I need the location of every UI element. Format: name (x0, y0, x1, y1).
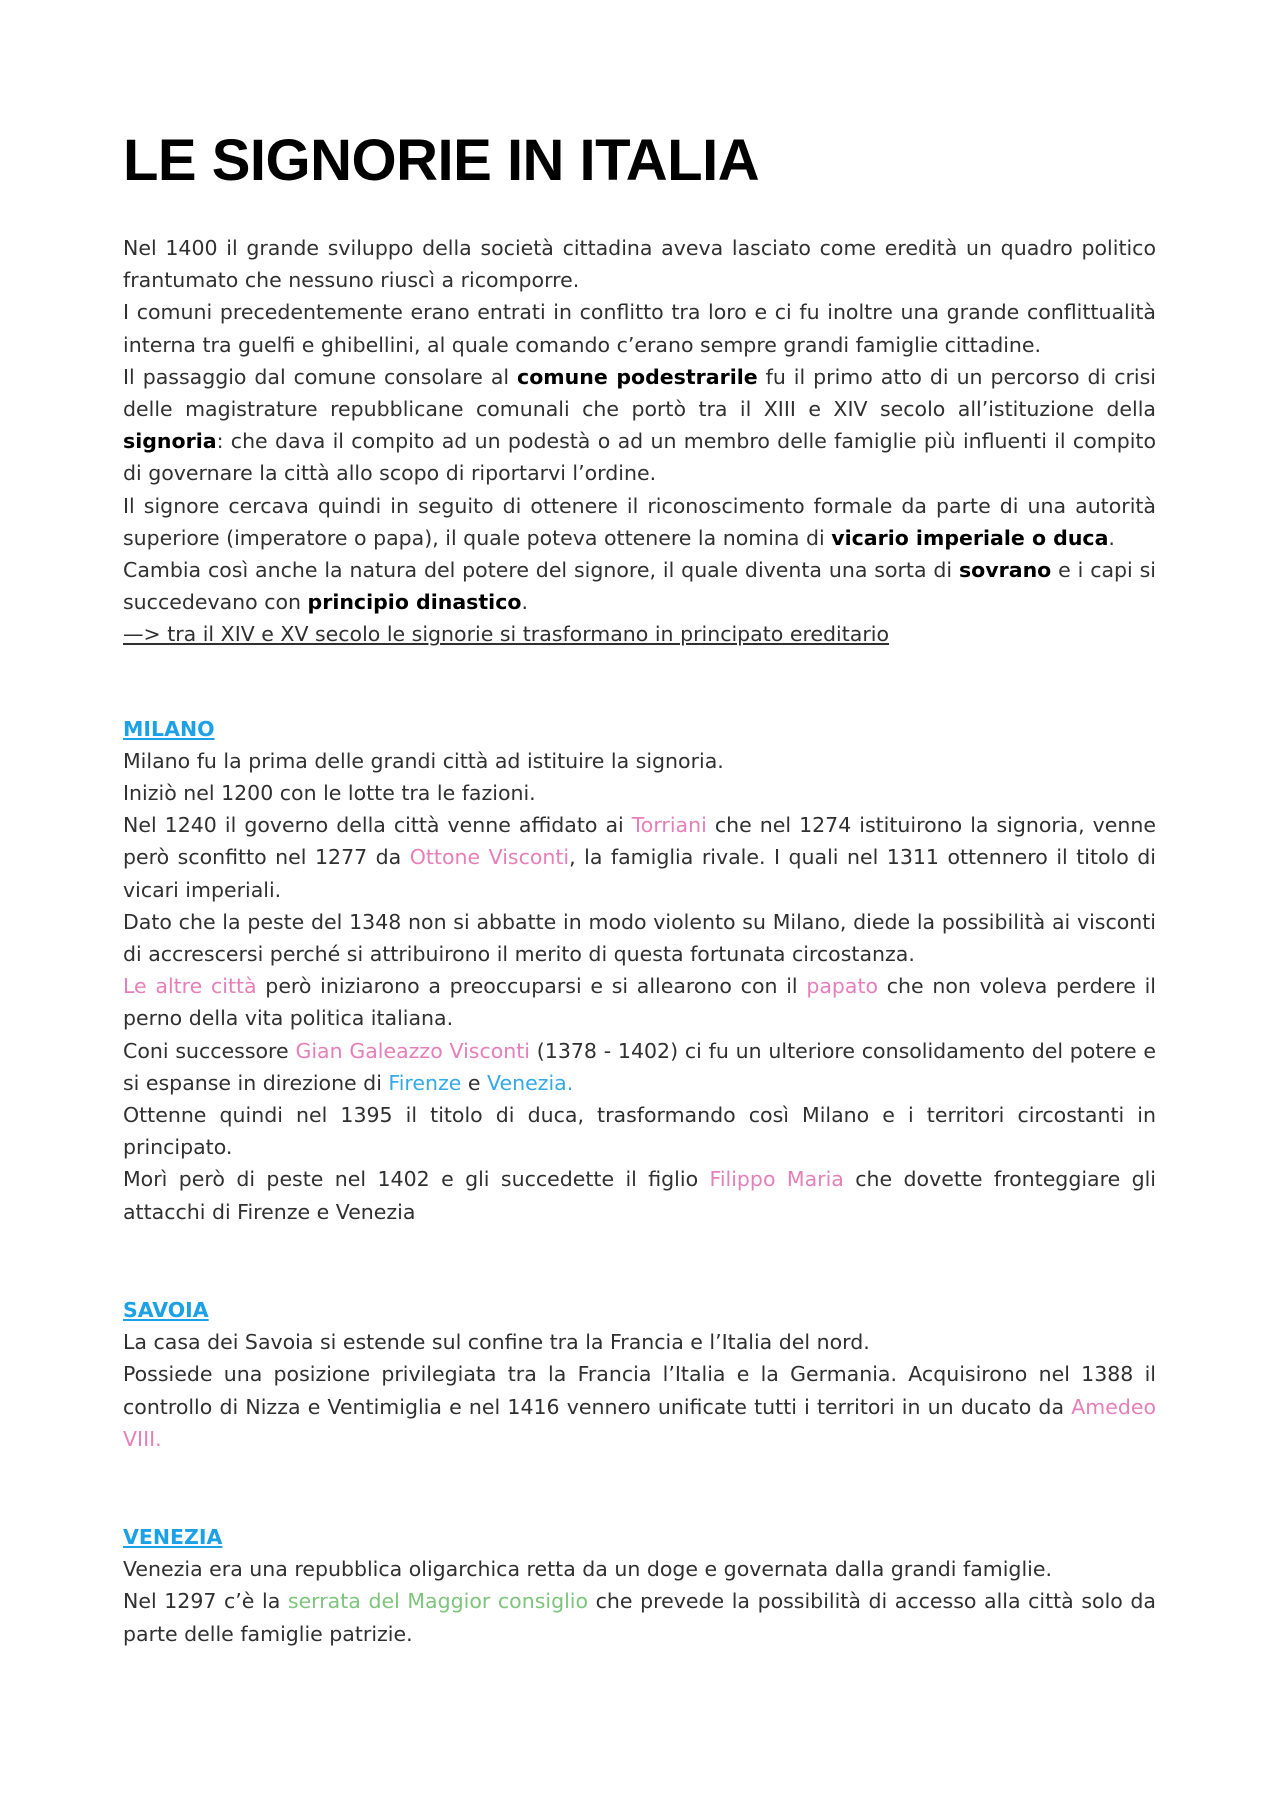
section-title: VENEZIA (123, 1524, 223, 1549)
section-line (123, 1035, 1156, 1099)
intro-text: Il passaggio dal comune consolare al (123, 364, 518, 389)
page-title: LE SIGNORIE IN ITALIA (123, 128, 760, 193)
intro-paragraph (123, 232, 1156, 296)
conclusion-text: —> tra il XIV e XV secolo le signorie si trasformano in principato ereditario (123, 622, 890, 647)
highlight-person: Amedeo VIII. (123, 1394, 1156, 1451)
section-title: MILANO (123, 716, 215, 741)
section-title: SAVOIA (123, 1297, 209, 1322)
section-line (123, 1585, 1156, 1649)
section-line (123, 1358, 1156, 1455)
intro-text: Cambia così anche la natura del potere del signore, il quale diventa una sorta di (123, 558, 959, 583)
section-line (123, 745, 1156, 777)
intro-section (123, 232, 1156, 651)
section-text: Coni successore (123, 1038, 296, 1063)
section-text: (1378 - 1402) ci fu un ulteriore consolidamento del potere e si espanse in direzione di (123, 1038, 1156, 1095)
section-text: Venezia era una repubblica oligarchica retta da un doge e governata dalla grandi famiglie. (123, 1557, 1052, 1582)
section-savoia (123, 1294, 1156, 1455)
section-line (123, 906, 1156, 970)
section-text: però iniziarono a preoccuparsi e si allearono con il (256, 974, 807, 999)
section-line (123, 1163, 1156, 1227)
section-text: Milano fu la prima delle grandi città ad istituire la signoria. (123, 748, 724, 773)
section-text: Dato che la peste del 1348 non si abbatte in modo violento su Milano, diede la possibilità ai visconti di accrescersi perché si attribuirono il merito di questa fortunata circostanza. (123, 909, 1156, 967)
highlight-person: Le altre città (123, 974, 257, 999)
intro-paragraph (123, 361, 1156, 490)
intro-text: Nel 1400 il grande sviluppo della società cittadina aveva lasciato come eredità un quadro politico frantumato che nessuno riuscì a ricomporre. (123, 236, 1156, 293)
section-line (123, 1553, 1156, 1585)
section-milano (123, 713, 1156, 1228)
section-line (123, 1099, 1156, 1163)
section-text: che non voleva perdere il perno della vita politica italiana. (123, 974, 1156, 1031)
highlight-person: Ottone Visconti (409, 845, 570, 870)
section-text: Possiede una posizione privilegiata tra la Francia l’Italia e la Germania. Acquisirono nel 1388 il controllo di Nizza e Ventimiglia e nel 1416 vennero unificate tutti i territori in un ducato da (123, 1362, 1156, 1419)
highlight-person: papato (806, 974, 879, 999)
highlight-city: . (566, 1070, 574, 1095)
bold-term: principio dinastico (307, 590, 522, 615)
bold-term: sovrano (958, 558, 1052, 583)
highlight-person: Gian Galeazzo Visconti (295, 1038, 531, 1063)
highlight-city: Venezia (487, 1070, 567, 1095)
section-text: Morì però di peste nel 1402 e gli succedette il figlio (123, 1167, 710, 1192)
section-text: Nel 1297 c’è la (123, 1589, 288, 1614)
section-text: che nel 1274 istituirono la signoria, venne però sconfitto nel 1277 da (123, 813, 1156, 870)
highlight-institution: serrata del Maggior consiglio (287, 1589, 589, 1614)
highlight-person: Filippo Maria (709, 1167, 844, 1192)
section-line (123, 1326, 1156, 1358)
section-text: che dovette fronteggiare gli attacchi di Firenze e Venezia (123, 1167, 1156, 1224)
intro-paragraph (123, 554, 1156, 618)
intro-conclusion (123, 618, 1156, 650)
section-line (123, 970, 1156, 1034)
bold-term: signoria (123, 429, 217, 454)
intro-paragraph (123, 490, 1156, 554)
highlight-city: Firenze (388, 1070, 462, 1095)
intro-text: : che dava il compito ad un podestà o ad un membro delle famiglie più influenti il compito di governare la città allo scopo di riportarvi l’ordine. (123, 429, 1156, 486)
intro-text: . (1108, 525, 1115, 550)
intro-text: Il signore cercava quindi in seguito di ottenere il riconoscimento formale da parte di una autorità superiore (imperatore o papa), il quale poteva ottenere la nomina di (123, 493, 1156, 550)
section-text: La casa dei Savoia si estende sul confine tra la Francia e l’Italia del nord. (123, 1330, 870, 1355)
intro-text: . (521, 590, 528, 615)
section-line (123, 809, 1156, 906)
intro-text: fu il primo atto di un percorso di crisi delle magistrature repubblicane comunali che portò tra il XIII e XIV secolo all’istituzione della (123, 364, 1156, 422)
highlight-person: Torriani (631, 813, 707, 838)
section-text: Iniziò nel 1200 con le lotte tra le fazioni. (123, 781, 536, 806)
section-text: Ottenne quindi nel 1395 il titolo di duca, trasformando così Milano e i territori circostanti in principato. (123, 1103, 1156, 1160)
section-venezia (123, 1521, 1156, 1650)
section-text: che prevede la possibilità di accesso alla città solo da parte delle famiglie patrizie. (123, 1589, 1156, 1646)
intro-text: e i capi si succedevano con (123, 558, 1156, 615)
intro-paragraph (123, 296, 1156, 360)
bold-term: comune podestrarile (517, 364, 758, 389)
section-line (123, 777, 1156, 809)
section-text: Nel 1240 il governo della città venne affidato ai (123, 813, 632, 838)
intro-text: I comuni precedentemente erano entrati in conflitto tra loro e ci fu inoltre una grande conflittualità interna tra guelfi e ghibellini, al quale comando c’erano sempre grandi famiglie cittadine. (123, 300, 1156, 357)
section-text: , la famiglia rivale. I quali nel 1311 ottennero il titolo di vicari imperiali. (123, 845, 1156, 902)
section-text: e (461, 1070, 488, 1095)
bold-term: vicario imperiale o duca (831, 525, 1109, 550)
